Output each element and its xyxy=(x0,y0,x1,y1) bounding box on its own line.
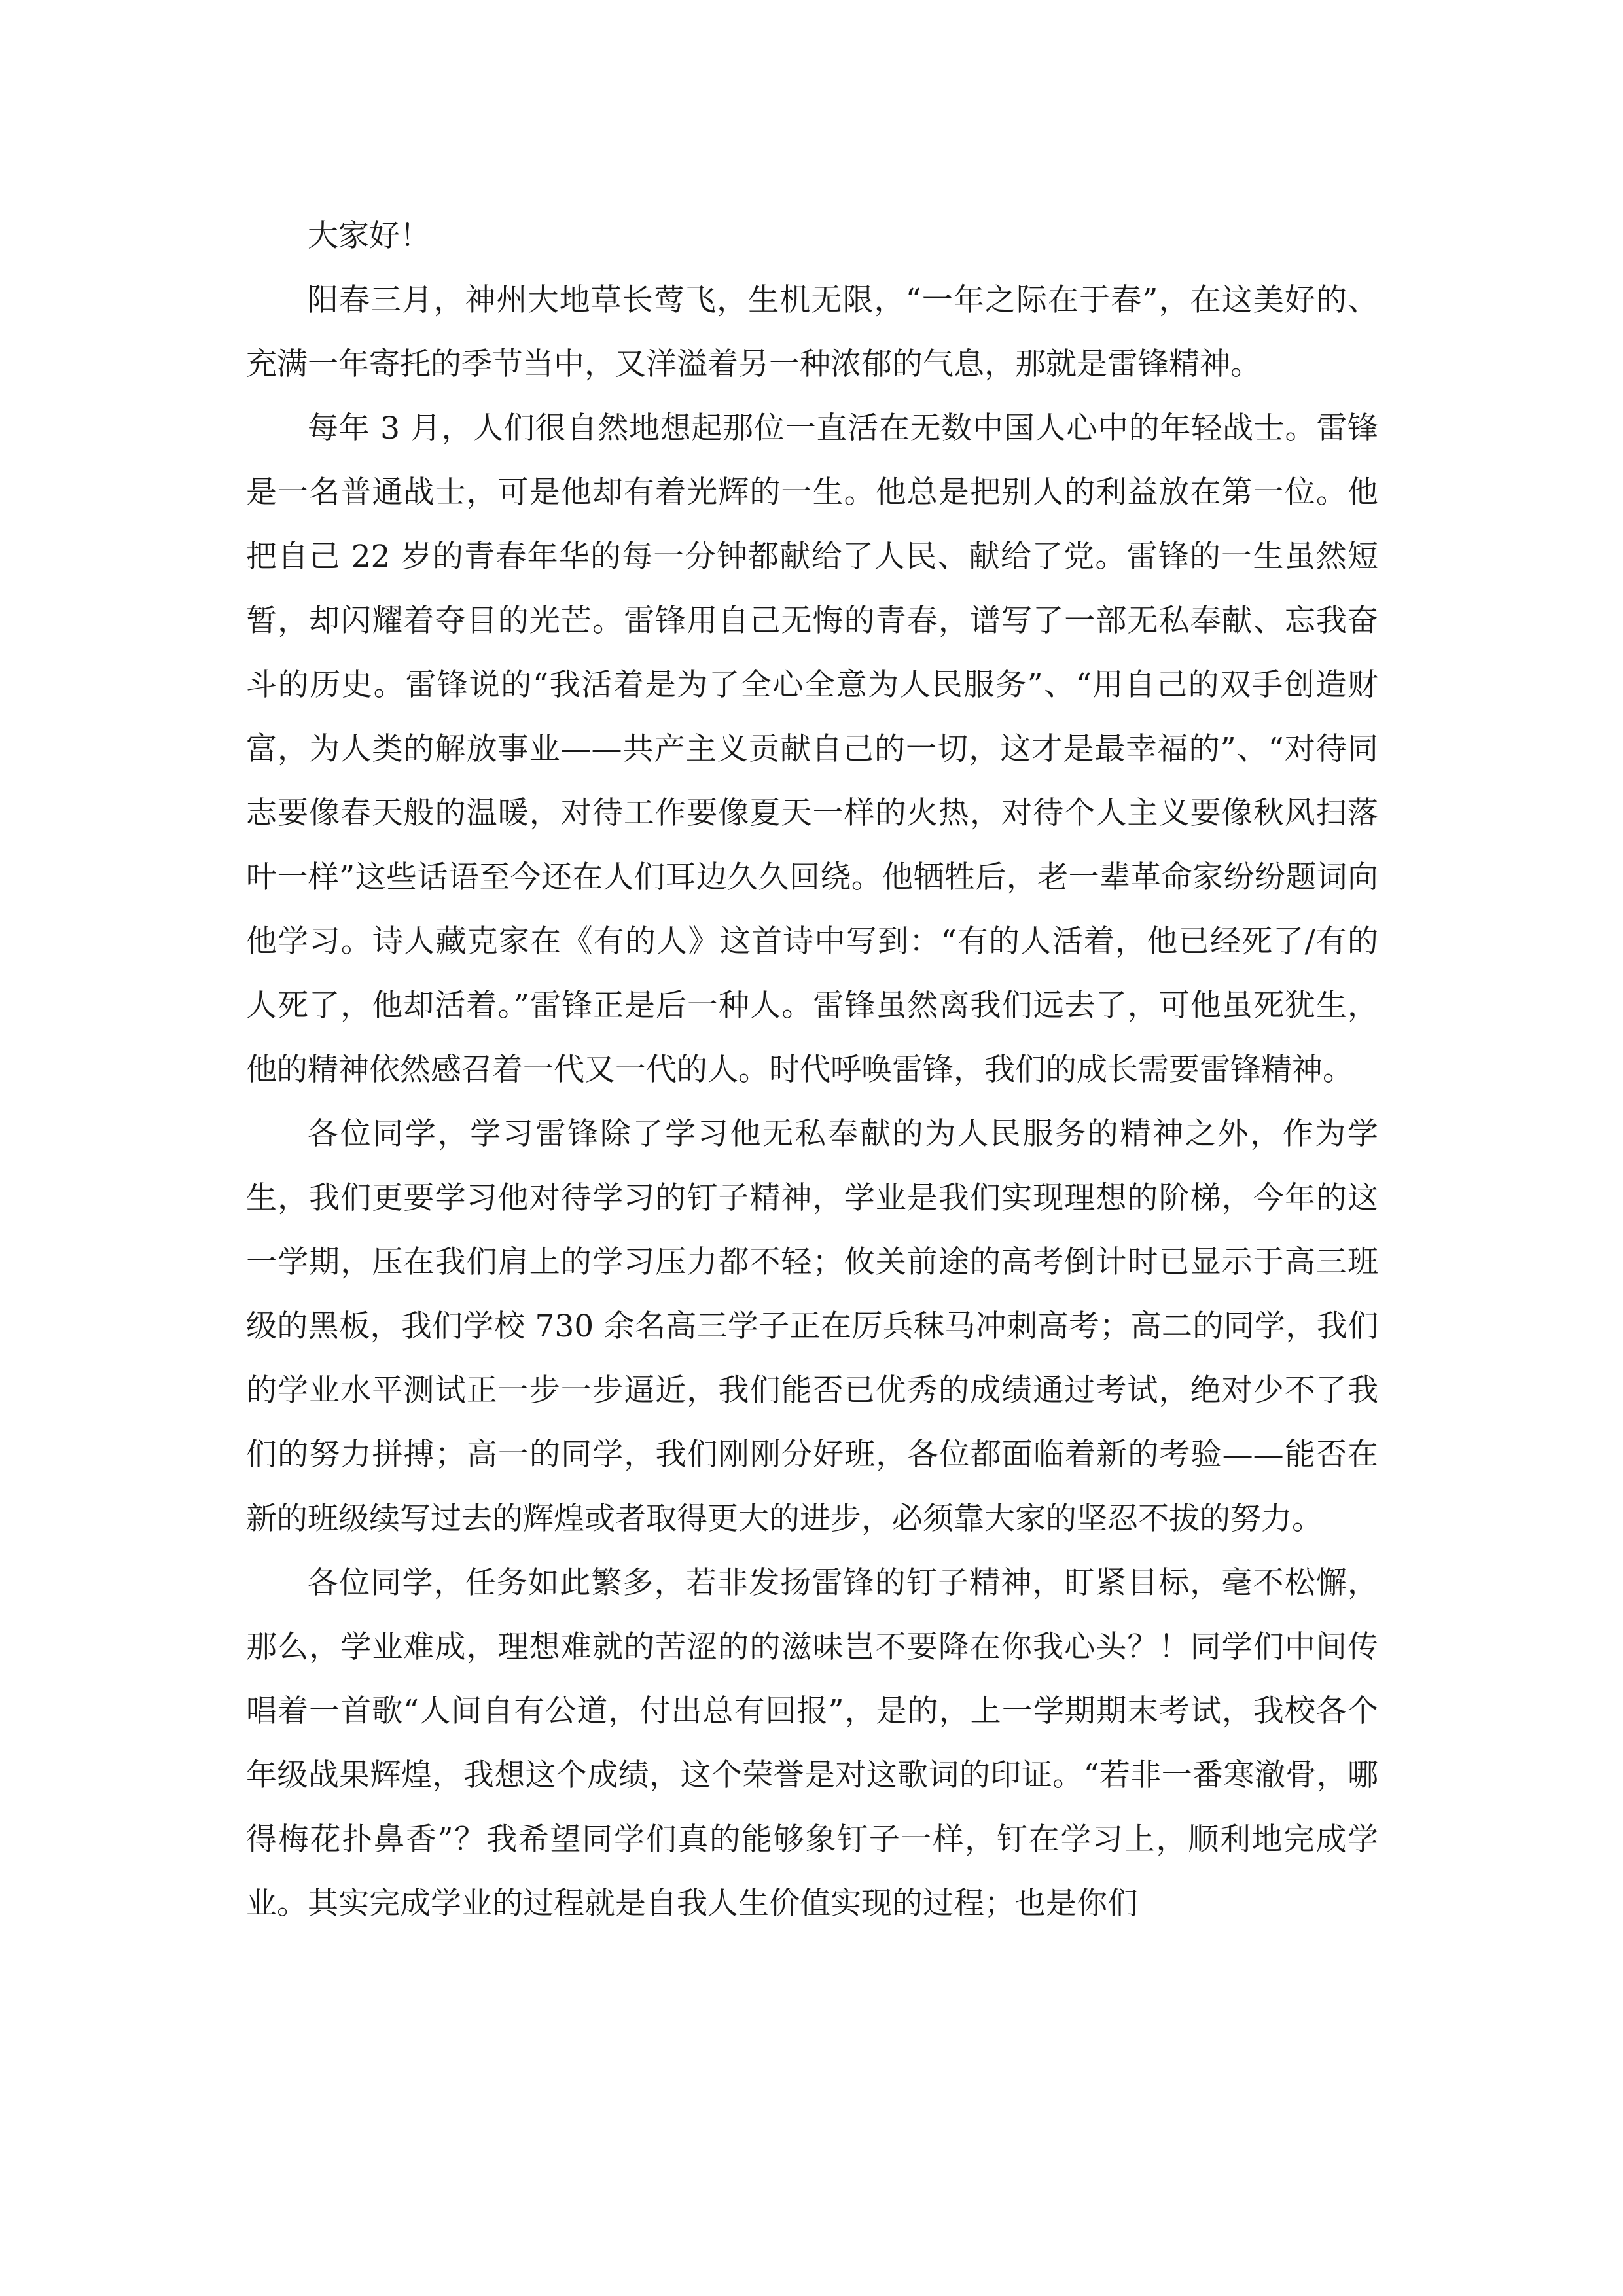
document-body xyxy=(246,204,1378,1936)
paragraph-lei-feng-life: 每年 3 月，人们很自然地想起那位一直活在无数中国人心中的年轻战士。雷锋是一名普通战士，可是他却有着光辉的一生。他总是把别人的利益放在第一位。他把自己 22 岁的青春年华的每一分钟都献给了人民、献给了党。雷锋的一生虽然短暂，却闪耀着夺目的光芒。雷锋用自己无悔的青春，谱写了一部无私奉献、忘我奋斗的历史。雷锋说的“我活着是为了全心全意为人民服务”、“用自己的双手创造财富，为人类的解放事业——共产主义贡献自己的一切，这才是最幸福的”、“对待同志要像春天般的温暖，对待工作要像夏天一样的火热，对待个人主义要像秋风扫落叶一样”这些话语至今还在人们耳边久久回绕。他牺牲后，老一辈革命家纷纷题词向他学习。诗人藏克家在《有的人》这首诗中写到：“有的人活着，他已经死了/有的人死了，他却活着。”雷锋正是后一种人。雷锋虽然离我们远去了，可他虽死犹生，他的精神依然感召着一代又一代的人。时代呼唤雷锋，我们的成长需要雷锋精神。 xyxy=(246,410,1378,1088)
paragraph-nail-spirit: 各位同学，任务如此繁多，若非发扬雷锋的钉子精神，盯紧目标，毫不松懈，那么，学业难成，理想难就的苦涩的的滋味岂不要降在你我心头？！同学们中间传唱着一首歌“人间自有公道，付出总有回报”，是的，上一学期期末考试，我校各个年级战果辉煌，我想这个成绩，这个荣誉是对这歌词的印证。“若非一番寒澈骨，哪得梅花扑鼻香”？我希望同学们真的能够象钉子一样，钉在学习上，顺利地完成学业。其实完成学业的过程就是自我人生价值实现的过程；也是你们 xyxy=(246,1565,1378,1922)
paragraph-study-spirit: 各位同学，学习雷锋除了学习他无私奉献的为人民服务的精神之外，作为学生，我们更要学习他对待学习的钉子精神，学业是我们实现理想的阶梯，今年的这一学期，压在我们肩上的学习压力都不轻；攸关前途的高考倒计时已显示于高三班级的黑板，我们学校 730 余名高三学子正在厉兵秣马冲刺高考；高二的同学，我们的学业水平测试正一步一步逼近，我们能否已优秀的成绩通过考试，绝对少不了我们的努力拼搏；高一的同学，我们刚刚分好班，各位都面临着新的考验——能否在新的班级续写过去的辉煌或者取得更大的进步，必须靠大家的坚忍不拔的努力。 xyxy=(246,1116,1378,1537)
greeting: 大家好！ xyxy=(308,218,431,254)
paragraph-spring: 阳春三月，神州大地草长莺飞，生机无限，“一年之际在于春”，在这美好的、充满一年寄托的季节当中，又洋溢着另一种浓郁的气息，那就是雷锋精神。 xyxy=(246,282,1378,382)
